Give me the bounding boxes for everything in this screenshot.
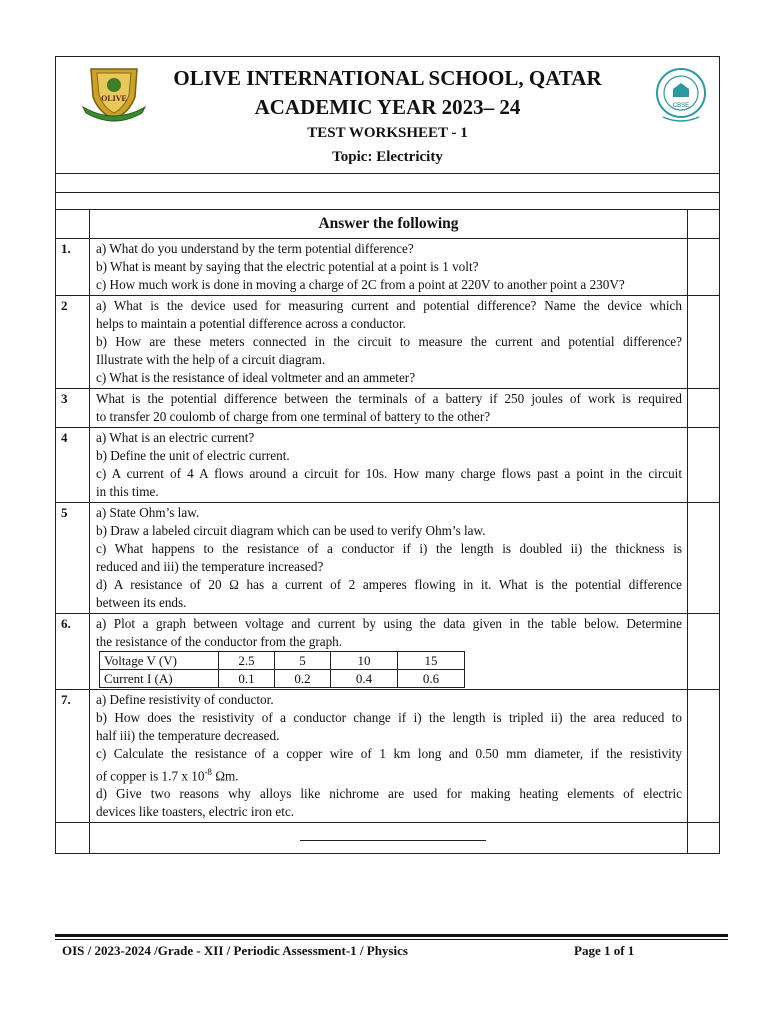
section-title: Answer the following bbox=[90, 210, 688, 238]
question-number: 1. bbox=[56, 239, 90, 295]
question-row bbox=[56, 296, 719, 389]
question-text: a) What do you understand by the term potential difference? b) What is meant by saying that the electric potential at a point is 1 volt? c) How much work is done in moving a charge of 2C from a point at 220V to another point a 230V? bbox=[90, 239, 688, 295]
question-text: a) What is an electric current? b) Define the unit of electric current. c) A current of 4 A flows around a circuit for 10s. How many charge flows past a point in the circuit in this time. bbox=[90, 428, 688, 502]
school-name: OLIVE INTERNATIONAL SCHOOL, QATAR bbox=[173, 66, 602, 90]
question-row bbox=[56, 428, 719, 503]
question-number: 4 bbox=[56, 428, 90, 502]
question-number: 3 bbox=[56, 389, 90, 427]
question-row bbox=[56, 389, 719, 428]
question-number: 2 bbox=[56, 296, 90, 388]
page-number: Page 1 of 1 bbox=[574, 943, 635, 958]
question-text: What is the potential difference between the terminals of a battery if 250 joules of work is required to transfer 20 coulomb of charge from one terminal of battery to the other? bbox=[90, 389, 688, 427]
worksheet-header bbox=[56, 57, 719, 174]
board-seal-icon bbox=[655, 65, 707, 125]
table-row: Voltage V (V) 2.5 5 10 15 bbox=[100, 652, 465, 670]
question-text: a) Plot a graph between voltage and current by using the data given in the table below. Determine the resistance of the conductor from the graph. Voltage V (V) 2.5 5 10 15 Current I (A) 0.1 0.2 0.4 0.6 bbox=[90, 614, 688, 689]
worksheet-frame bbox=[55, 56, 720, 854]
question-row bbox=[56, 503, 719, 614]
question-row bbox=[56, 239, 719, 296]
closing-row bbox=[56, 823, 719, 853]
footer-divider bbox=[55, 934, 728, 937]
footer-reference: OIS / 2023-2024 /Grade - XII / Periodic Assessment-1 / Physics bbox=[62, 943, 408, 958]
question-text: a) Define resistivity of conductor. b) How does the resistivity of a conductor change if i) the length is tripled ii) the area reduced to half iii) the temperature decreased. c) Calculate the resistance of a copper wire of 1 km long and 0.50 mm diameter, if the resistivity of copper is 1.7 x $10^{-8}$ Ωm. d) Give two reasons why alloys like nichrome are used for making heating elements of electric devices like toasters, electric iron etc. bbox=[90, 690, 688, 822]
section-heading-row bbox=[56, 210, 719, 239]
question-text: a) State Ohm’s law. b) Draw a labeled circuit diagram which can be used to verify Ohm’s law. c) What happens to the resistance of a conductor if i) the length is doubled ii) the thickness is reduced and iii) the temperature increased? d) A resistance of 20 Ω has a current of 2 amperes flowing in it. What is the potential difference between its ends. bbox=[90, 503, 688, 613]
footer-divider bbox=[55, 939, 728, 940]
question-row bbox=[56, 614, 719, 690]
svg-text:CBSE: CBSE bbox=[672, 103, 690, 109]
end-rule bbox=[300, 840, 486, 841]
worksheet-title: TEST WORKSHEET - 1 bbox=[307, 125, 468, 141]
question-number: 6. bbox=[56, 614, 90, 689]
question-number: 7. bbox=[56, 690, 90, 822]
voltage-current-table bbox=[99, 651, 465, 688]
blank-row bbox=[56, 193, 719, 210]
worksheet-topic: Topic: Electricity bbox=[332, 149, 443, 165]
question-row bbox=[56, 690, 719, 823]
question-number: 5 bbox=[56, 503, 90, 613]
svg-text:OLIVE: OLIVE bbox=[101, 94, 127, 103]
blank-row bbox=[56, 174, 719, 193]
academic-year: ACADEMIC YEAR 2023– 24 bbox=[254, 95, 521, 119]
question-text: a) What is the device used for measuring current and potential difference? Name the device which helps to maintain a potential difference across a conductor. b) How are these meters connected in the circuit to measure the current and potential difference? Illustrate with the help of a circuit diagram. c) What is the resistance of ideal voltmeter and an ammeter? bbox=[90, 296, 688, 388]
table-row: Current I (A) 0.1 0.2 0.4 0.6 bbox=[100, 670, 465, 688]
